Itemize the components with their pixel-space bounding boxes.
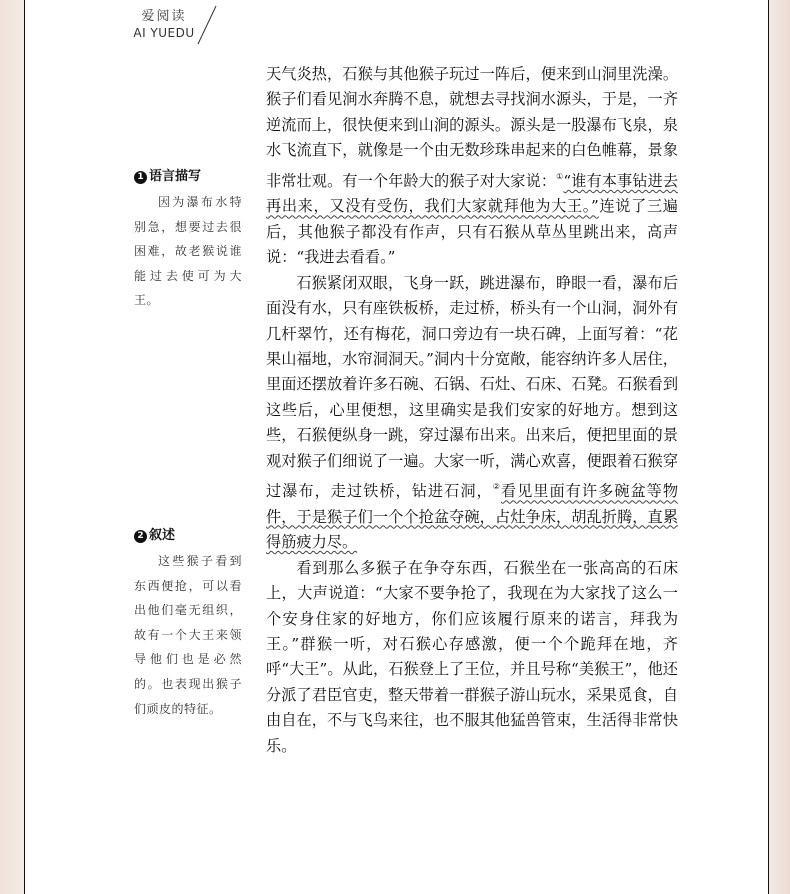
brand-title-en: AI YUEDU [133, 26, 195, 40]
highlighted-passage-2: 看见里面有许多碗盆等物件，于是猴子们一个个抢盆夺碗，占灶争床，胡乱折腾，直累得筋疲力尽。 [266, 482, 679, 552]
note-number-badge: 2 [134, 530, 147, 543]
note-title-text: 语言描写 [149, 169, 202, 184]
paragraph-2 [266, 271, 678, 556]
margin-note-1 [134, 168, 242, 313]
note-body: 这些猴子看到东西便抢，可以看出他们毫无组织，故有一个大王来领导他们也是必然的。也表现出猴子们顽皮的特征。 [134, 554, 242, 716]
note-title [134, 527, 242, 545]
highlighted-quote-1: “谁有本事钻进去再出来，又没有受伤，我们大家就拜他为大王。” [266, 171, 679, 216]
brand-title-cn: 爱阅读 [141, 9, 187, 24]
paragraph-1-text-end: 连说了三遍后，其他猴子都没有作声，只有石猴从草丛里跳出来，高声说：“我进去看看。” [266, 197, 678, 267]
paragraph-1 [266, 62, 678, 271]
paragraph-2-text: 石猴紧闭双眼，飞身一跃，跳进瀑布，睁眼一看，瀑布后面没有水，只有座铁板桥，走过桥，桥头有一个山洞，洞外有几杆翠竹，还有梅花，洞口旁边有一块石碑，上面写着：“花果山福地，水帘洞洞天。”洞内十分宽敞，能容纳许多人居住，里面还摆放着许多石碗、石锅、石灶、石床、石凳。石猴看到这些后，心里便想，这里确实是我们安家的好地方。想到这些，石猴便纵身一跳，穿过瀑布出来。出来后，便把里面的景观对猴子们细说了一遍。大家一听，满心欢喜，便跟着石猴穿过瀑布，走过铁桥，钻进石洞， [266, 273, 678, 501]
margin-note-2 [134, 527, 242, 721]
header-slash-decoration [190, 4, 220, 48]
paragraph-3: 看到那么多猴子在争夺东西，石猴坐在一张高高的石床上，大声说道：“大家不要争抢了，我现在为大家找了这么一个安身住家的好地方，你们应该履行原来的诺言，拜我为王。”群猴一听，对石猴心存感激，便一个个跪拜在地，齐呼“大王”。从此，石猴登上了王位，并且号称“美猴王”，他还分派了君臣官吏，整天带着一群猴子游山玩水，采果觅食，自由自在，不与飞鸟来往，也不服其他猛兽管束，生活得非常快乐。 [266, 558, 678, 755]
note-title-text: 叙述 [149, 528, 176, 543]
page-edge-right [767, 0, 790, 894]
paragraph-1-text: 天气炎热，石猴与其他猴子玩过一阵后，便来到山洞里洗澡。猴子们看见涧水奔腾不息，就想去寻找涧水源头，于是，一齐逆流而上，很快便来到山涧的源头。源头是一股瀑布飞泉，泉水飞流直下，就像是一个由无数珍珠串起来的白色帷幕，景象非常壮观。有一个年龄大的猴子对大家说： [266, 65, 678, 190]
note-title [134, 168, 242, 186]
main-text [266, 62, 678, 759]
note-body: 因为瀑布水特别急，想要过去很困难，故老猴说谁能过去使可为大王。 [134, 195, 242, 308]
annotation-ref-1: ① [556, 171, 564, 181]
note-number-badge: 1 [134, 171, 147, 184]
page-edge-left [0, 0, 24, 894]
annotation-ref-2: ② [492, 482, 501, 492]
